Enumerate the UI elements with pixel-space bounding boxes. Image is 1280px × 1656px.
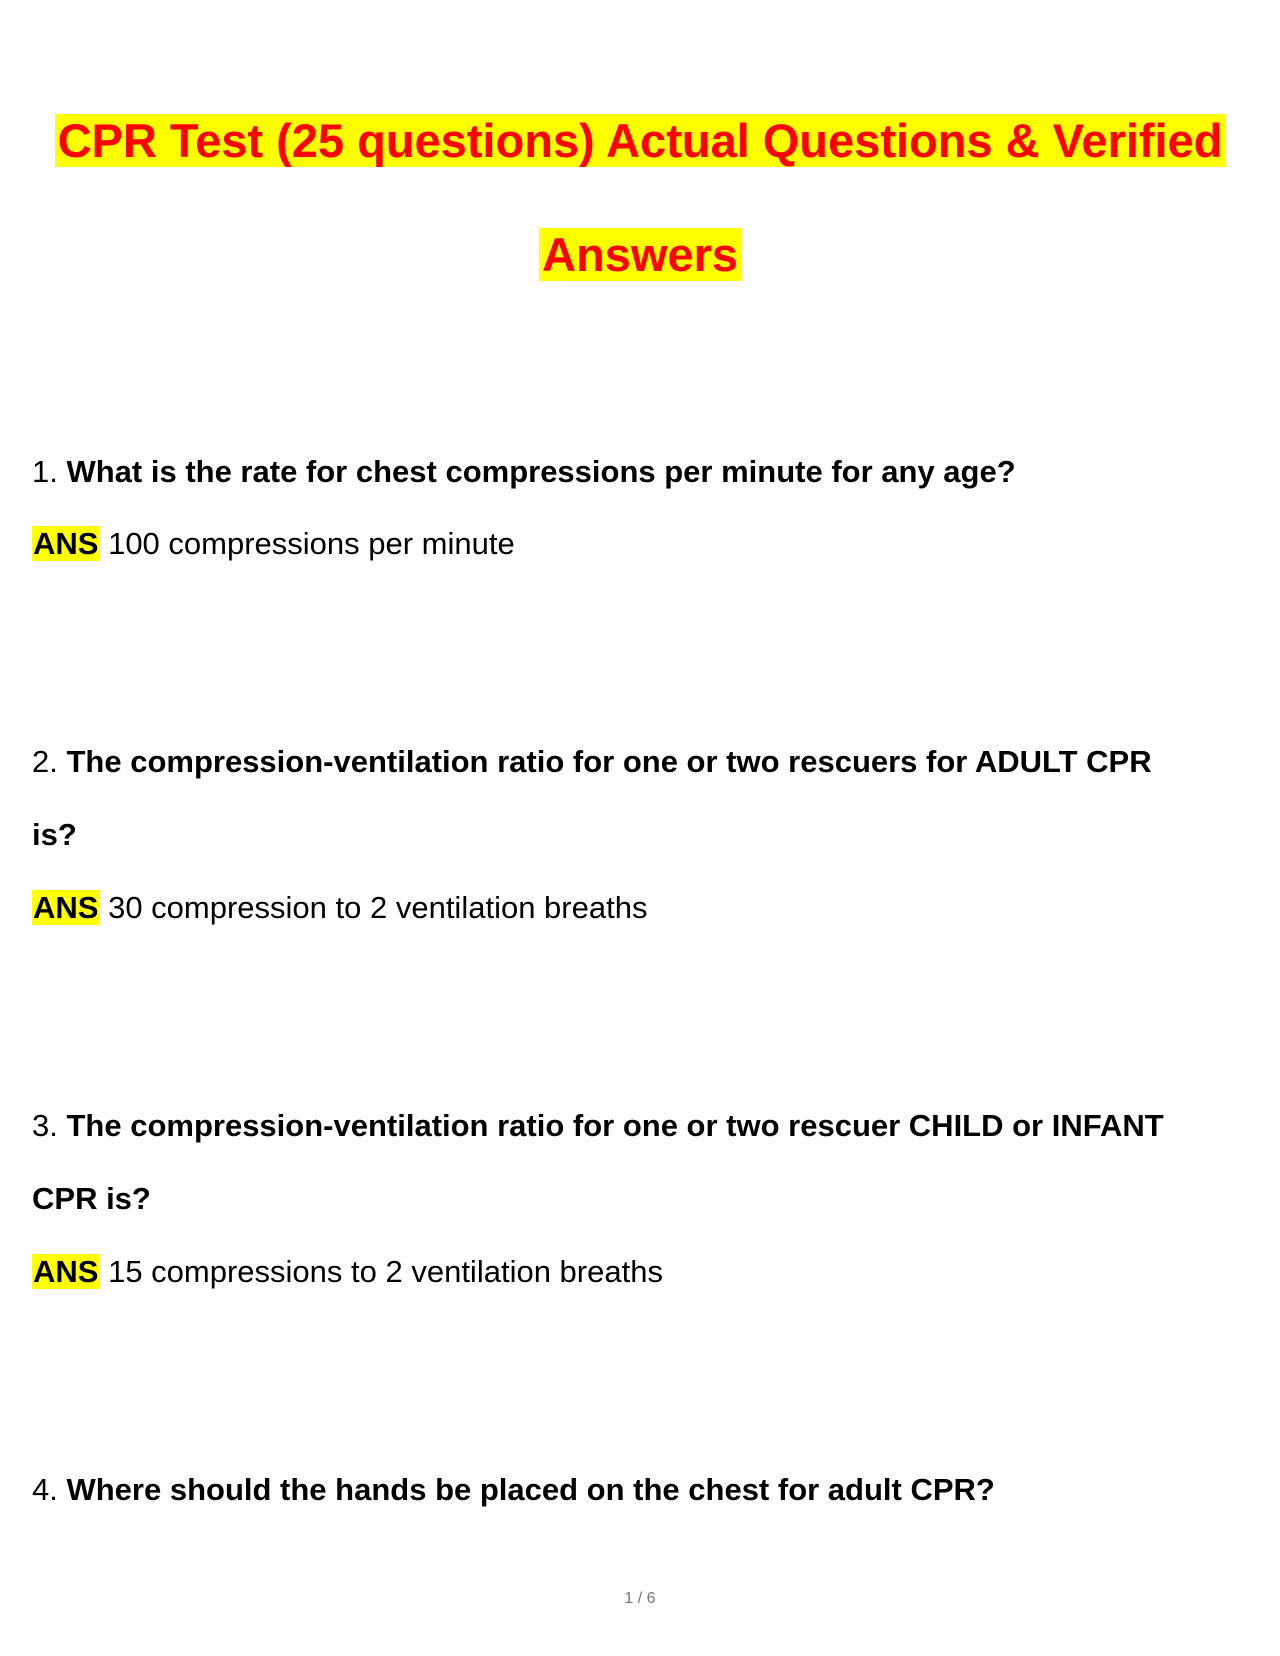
question-3-continued xyxy=(32,1179,151,1219)
question-text: The compression-ventilation ratio for one or two rescuers for ADULT CPR xyxy=(66,744,1152,779)
question-3 xyxy=(32,1106,1164,1146)
answer-tag: ANS xyxy=(33,890,99,925)
answer-1 xyxy=(32,524,515,564)
page-indicator: 1 / 6 xyxy=(624,1590,656,1607)
question-number: 1. xyxy=(32,454,58,489)
answer-2 xyxy=(32,888,647,928)
question-1 xyxy=(32,452,1016,492)
answer-3 xyxy=(32,1252,663,1292)
answer-text: 30 compression to 2 ventilation breaths xyxy=(108,890,648,925)
question-number: 2. xyxy=(32,744,58,779)
question-text: What is the rate for chest compressions per minute for any age? xyxy=(66,454,1016,489)
question-text: Where should the hands be placed on the chest for adult CPR? xyxy=(66,1472,995,1507)
question-2-continued xyxy=(32,815,77,855)
question-text: CPR is? xyxy=(32,1181,151,1216)
question-text: The compression-ventilation ratio for one or two rescuer CHILD or INFANT xyxy=(66,1108,1164,1143)
answer-text: 100 compressions per minute xyxy=(108,526,515,561)
document-title-line-1 xyxy=(0,112,1280,169)
document-title-line-2 xyxy=(0,226,1280,283)
answer-tag: ANS xyxy=(33,1254,99,1289)
answer-text: 15 compressions to 2 ventilation breaths xyxy=(108,1254,663,1289)
question-text: is? xyxy=(32,817,77,852)
question-number: 3. xyxy=(32,1108,58,1143)
question-2 xyxy=(32,742,1152,782)
answer-tag: ANS xyxy=(33,526,99,561)
question-number: 4. xyxy=(32,1472,58,1507)
document-title-text-1: CPR Test (25 questions) Actual Questions & Verified xyxy=(55,114,1226,167)
question-4 xyxy=(32,1470,995,1510)
document-title-text-2: Answers xyxy=(539,228,741,281)
